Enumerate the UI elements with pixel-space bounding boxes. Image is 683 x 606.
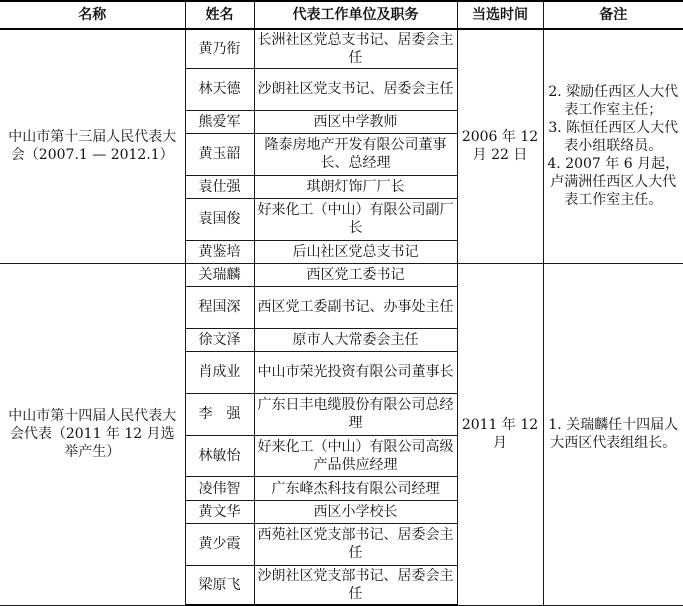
- table-row: [0, 263, 683, 286]
- member-name: 黄少霞: [185, 523, 254, 565]
- notes-cell: [543, 263, 683, 605]
- member-name: 袁仕强: [185, 175, 254, 198]
- member-name: 黄玉韶: [185, 133, 254, 175]
- header-notes-column: 备注: [543, 1, 683, 29]
- member-name: 黄乃衔: [185, 29, 254, 68]
- member-name: 黄鉴培: [185, 240, 254, 263]
- member-name: 肖成业: [185, 351, 254, 393]
- congress-name-cell: 中山市第十三届人民代表大会（2007.1 — 2012.1）: [0, 29, 185, 263]
- member-post: 沙朗社区党支书记、居委会主任: [254, 68, 457, 110]
- member-name: 关瑞麟: [185, 263, 254, 286]
- member-name: 林天德: [185, 68, 254, 110]
- notes-cell: [543, 29, 683, 263]
- congress-name-cell: 中山市第十四届人民代表大会代表（2011 年 12 月选举产生）: [0, 263, 185, 605]
- header-post-column: 代表工作单位及职务: [254, 1, 457, 29]
- member-name: 梁原飞: [185, 565, 254, 605]
- member-post: 西区小学校长: [254, 500, 457, 523]
- member-post: 原市人大常委会主任: [254, 328, 457, 351]
- member-post: 好来化工（中山）有限公司副厂长: [254, 198, 457, 240]
- note-line: 3. 陈恒任西区人大代表小组联络员。: [548, 120, 679, 155]
- note-line: 2. 梁励任西区人大代表工作室主任；: [548, 84, 679, 119]
- header-elected-column: 当选时间: [457, 1, 543, 29]
- elected-date-cell: 2006 年 12 月 22 日: [457, 29, 543, 263]
- member-post: 西区党工委书记: [254, 263, 457, 286]
- member-name: 黄文华: [185, 500, 254, 523]
- elected-date-cell: 2011 年 12 月: [457, 263, 543, 605]
- member-name: 李 强: [185, 393, 254, 435]
- member-post: 广东日丰电缆股份有限公司总经理: [254, 393, 457, 435]
- member-post: 长洲社区党总支书记、居委会主任: [254, 29, 457, 68]
- member-post: 沙朗社区党支部书记、居委会主任: [254, 565, 457, 605]
- member-post: 西区中学教师: [254, 110, 457, 133]
- member-post: 隆泰房地产开发有限公司董事长、总经理: [254, 133, 457, 175]
- member-name: 徐文泽: [185, 328, 254, 351]
- member-name: 熊爱军: [185, 110, 254, 133]
- note-line: 4. 2007 年 6 月起，卢满洲任西区人大代表工作室主任。: [547, 156, 680, 209]
- member-name: 程国深: [185, 286, 254, 328]
- member-post: 琪朗灯饰厂厂长: [254, 175, 457, 198]
- table-row: [0, 29, 683, 68]
- member-name: 林敏怡: [185, 435, 254, 477]
- header-person-column: 姓名: [185, 1, 254, 29]
- header-row: [0, 1, 683, 29]
- member-post: 西区党工委副书记、办事处主任: [254, 286, 457, 328]
- member-post: 中山市荣光投资有限公司董事长: [254, 351, 457, 393]
- member-post: 后山社区党总支书记: [254, 240, 457, 263]
- member-post: 广东峰杰科技有限公司经理: [254, 477, 457, 500]
- member-name: 凌伟智: [185, 477, 254, 500]
- header-name-column: 名称: [0, 1, 185, 29]
- member-post: 西苑社区党支部书记、居委会主任: [254, 523, 457, 565]
- member-name: 袁国俊: [185, 198, 254, 240]
- note-line: 1. 关瑞麟任十四届人大西区代表组组长。: [548, 417, 679, 452]
- member-post: 好来化工（中山）有限公司高级产品供应经理: [254, 435, 457, 477]
